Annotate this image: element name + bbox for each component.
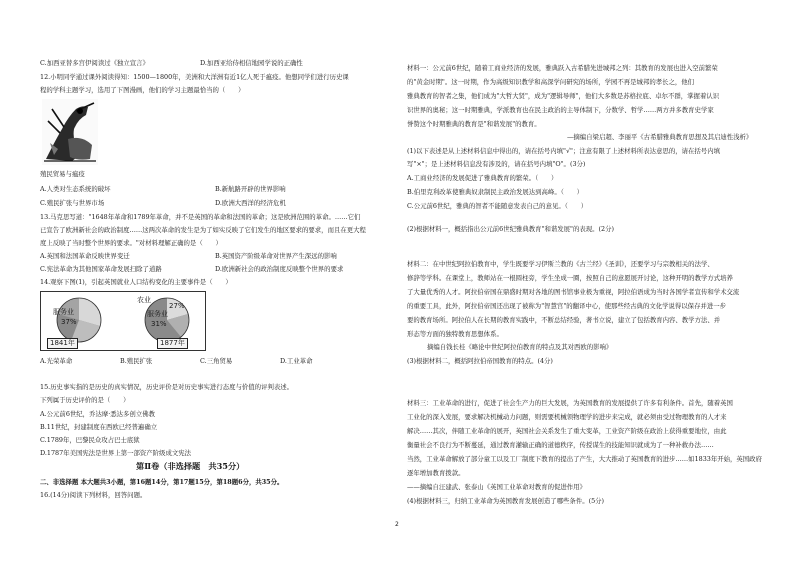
- material2-line1: 材料二：在中世纪阿拉伯教育中，学生既要学习伊斯兰教的《古兰经》《圣训》，还要学习与宗教相关的法学、: [407, 260, 714, 268]
- material2-source: 摘编自钱长桂《略论中世纪阿拉伯教育的特点及其对西欧的影响》: [427, 343, 613, 351]
- q1-statement-c: C.公元前6世纪，雅典的智者不能随意发表自己的意见。（ ）: [407, 202, 588, 210]
- material2-line3: 了大量优秀的人才。阿拉伯帝国在鼎盛时期对各地的图书馆事业极为重视，阿拉伯语成为当时各国学者宣传和学术交流: [407, 288, 740, 296]
- page-number: 2: [395, 521, 399, 528]
- pie2-agri-label: 农业: [137, 296, 151, 304]
- employment-pie-charts: [40, 291, 206, 351]
- material1-line2: 的"黄金时期"。这一时期，作为高级知识教学和高深学问研究的场所，学园不再是城邦的孝长之，他们: [407, 78, 695, 86]
- colonial-trade-cartoon: [42, 99, 98, 165]
- q14-option-d: D.工业革命: [280, 357, 313, 365]
- pie2-year-flag: 1877年: [157, 338, 188, 349]
- cartoon-illustration: [42, 99, 98, 165]
- q15-option-c: C.1789年，巴黎民众攻占巴士底狱: [40, 436, 140, 444]
- material2-line2: 修辞等学科。在课堂上，教师站在一根圆柱旁，学生坐成一圈，按照自己的意愿展开讨论，这种开明的教学方式培养: [407, 274, 733, 282]
- q2-prompt: (2)根据材料一，概括指出公元前6世纪雅典教育"和谐发展"的表现。(2分): [407, 225, 614, 233]
- q15-stem-line2: 下列属于历史评价的是（ ）: [40, 396, 130, 404]
- pie2-service-pct: 31%: [151, 320, 167, 328]
- material3-line5: 当然，工业革命解放了部分童工以及工厂制度下教育的提出了产生，大大推动了英国教育的进步……如1833年开始，英国政府: [407, 455, 762, 463]
- q13-option-c: C.宪法革命为其他国家革命发展扫除了道路: [40, 265, 162, 273]
- cartoon-caption: 殖民贸易与瘟疫: [40, 170, 85, 178]
- q14-option-b: B.殖民扩张: [120, 357, 153, 365]
- q15-option-a: A.公元前6世纪，乔达摩·悉达多创立佛教: [40, 410, 155, 418]
- q16-intro: 16.(14分)阅读下列材料，回答问题。: [40, 491, 147, 499]
- q12-option-b: B.新航路开辟的世界影响: [215, 185, 286, 193]
- material3-line1: 材料三：工业革命的进行，促进了社会生产力的巨大发展，为英国教育的发展提供了许多有利条件。首先，随着英国: [407, 399, 733, 407]
- pie1-year-flag: 1841年: [47, 338, 78, 349]
- material1-source: —摘编自梁启超、李丽平《古希腊雅典教育思想及其启迪性浅析》: [567, 133, 753, 141]
- q1-instruction-line2: 写"×"；是上述材料信息没有涉及的，请在括号内填"O"。(3分): [407, 160, 586, 168]
- material1-line4: 识世界的奥秘；这一时期雅典，学派教育也在民主政治的主导体制下，分数学、哲学……两方并多教育史学家: [407, 106, 714, 114]
- material3-line2: 工业化的深入发展，要求解决机械动力问题，则需要机械领物理学的进步来完成，就必须由受过物理教育的人才来: [407, 413, 727, 421]
- q13-stem-line3: 度上反映了当时整个世界的要求。"对材料理解正确的是（ ）: [40, 239, 222, 247]
- q13-option-b: B.英国资产阶级革命对世界产生深远的影响: [215, 252, 337, 260]
- q11-option-c: C.加西亚替多宫伊阅读过《独立宣言》: [40, 59, 149, 67]
- q13-option-d: D.欧洲新社会的政治制度反映整个世界的要求: [215, 265, 344, 273]
- q4-prompt: (4)根据材料三，归纳工业革命为英国教育发展创造了哪些条件。(5分): [407, 497, 605, 505]
- q11-option-d: D.加西亚给侍相信地园学说的正确性: [200, 59, 303, 67]
- pie2-agri-pct: 27%: [169, 302, 185, 310]
- q1-statement-a: A.工商业经济的发展促进了雅典教育的繁荣。（ ）: [407, 174, 558, 182]
- q1-statement-b: B.伯里克利改革使雅典奴隶制民主政治发展达到高峰。（ ）: [407, 188, 584, 196]
- q12-option-a: A.人类对生态系统的破坏: [40, 185, 111, 193]
- q12-option-d: D.欧洲大西洋的经济危机: [215, 199, 286, 207]
- q14-option-c: C.三角贸易: [200, 357, 233, 365]
- material1-line3: 雅典教育的智者之集，他们成为"大哲大贤"，成为"逻辑导师"，他们大多数是苏格拉底、卓尔不群，掌握着认识: [407, 92, 720, 100]
- q1-instruction-line1: (1)以下表述是从上述材料信息中得出的，请在括号内填"√"；注意有限了上述材料所表达意思的，请在括号内填: [407, 147, 720, 155]
- q13-stem-line1: 13.马克思写道："1648年革命和1789年革命，并不是英国的革命和法国的革命；这是欧洲范围的革命。……它们: [40, 213, 361, 221]
- q15-option-b: B.11世纪，封建制度在西欧已经普遍确立: [40, 423, 158, 431]
- q15-option-d: D.1787年美国宪法是世界上第一部资产阶级成文宪法: [40, 449, 192, 457]
- q14-stem: 14.观察下图(1)，引起英国就业人口结构变化的主要事件是（ ）: [40, 278, 232, 286]
- material2-line5: 要的教育场所。阿拉伯人在长期的教育实践中，不断总结经验，著书立说，建立了包括教育内容、教学方法、并: [407, 316, 721, 324]
- material3-line3: 解决……其次，伴随工业革命的展开，英国社会关系发生了重大变革，工业资产阶级在政治上获得重要地位，由此: [407, 427, 727, 435]
- section-two-title: 第Ⅱ卷（非选择题 共35分）: [136, 461, 245, 471]
- q12-stem-line2: 程的学科主题学习，选用了下图漫画，他们的学习主题最恰当的（ ）: [40, 86, 245, 94]
- material3-line4: 衡量社会不良行为不断蔓延，通过教育灌输正确的道德秩序，传授谋生的技能知识就成为了一种补救办法……: [407, 441, 714, 449]
- pie1-service-pct: 37%: [61, 318, 77, 326]
- material1-line1: 材料一：公元前6世纪，随着工商业经济的发展，雅典跃入古希腊先进城邦之列：其教育的发展也进入空前繁荣: [407, 64, 718, 72]
- section-two-instructions: 二、非选择题 本大题共3小题，第16题14分，第17题15分，第18题6分，共35分。: [40, 478, 284, 486]
- q12-stem-line1: 12.小明同学通过课外阅读得知：1500—1800年，美洲和大洋洲有近1亿人死于瘟疫。他想同学们进行历史课: [40, 73, 349, 81]
- q15-stem-line1: 15.历史事实指的是历史的真实情况，历史评价是对历史事实进行态度与价值的评判表述。: [40, 383, 294, 391]
- material2-line6: 形态等方面的独特教育思想体系。: [407, 330, 503, 338]
- q13-stem-line2: 已宣告了欧洲新社会的政治制度……这两次革命的发生是为了如实反映了它们发生的地区要求的要求，而且在更大程: [40, 226, 366, 234]
- material3-source: ——摘编自汪建武、张泰山《英国工业革命对教育的促进作用》: [407, 483, 586, 491]
- material3-line6: 逐年增加教育拨款。: [407, 469, 465, 477]
- q12-option-c: C.殖民扩张与世界市场: [40, 199, 105, 207]
- q13-option-a: A.英国和法国革命反映世界变迁: [40, 252, 130, 260]
- material2-line4: 的重要工具，此外，阿拉伯帝国还出现了被称为"智慧宫"的翻译中心，使那些经古典的文化学说得以保存并进一步: [407, 302, 727, 310]
- material1-line5: 誉赞这个时期雅典的教育是"和谐发展"的教育。: [407, 120, 541, 128]
- q3-prompt: (3)根据材料二，概括阿拉伯帝国教育的特点。(4分): [407, 357, 553, 365]
- pie1-service-label: 服务业: [53, 308, 74, 316]
- q14-option-a: A.光荣革命: [40, 357, 73, 365]
- pie2-service-label: 服务业: [147, 310, 168, 318]
